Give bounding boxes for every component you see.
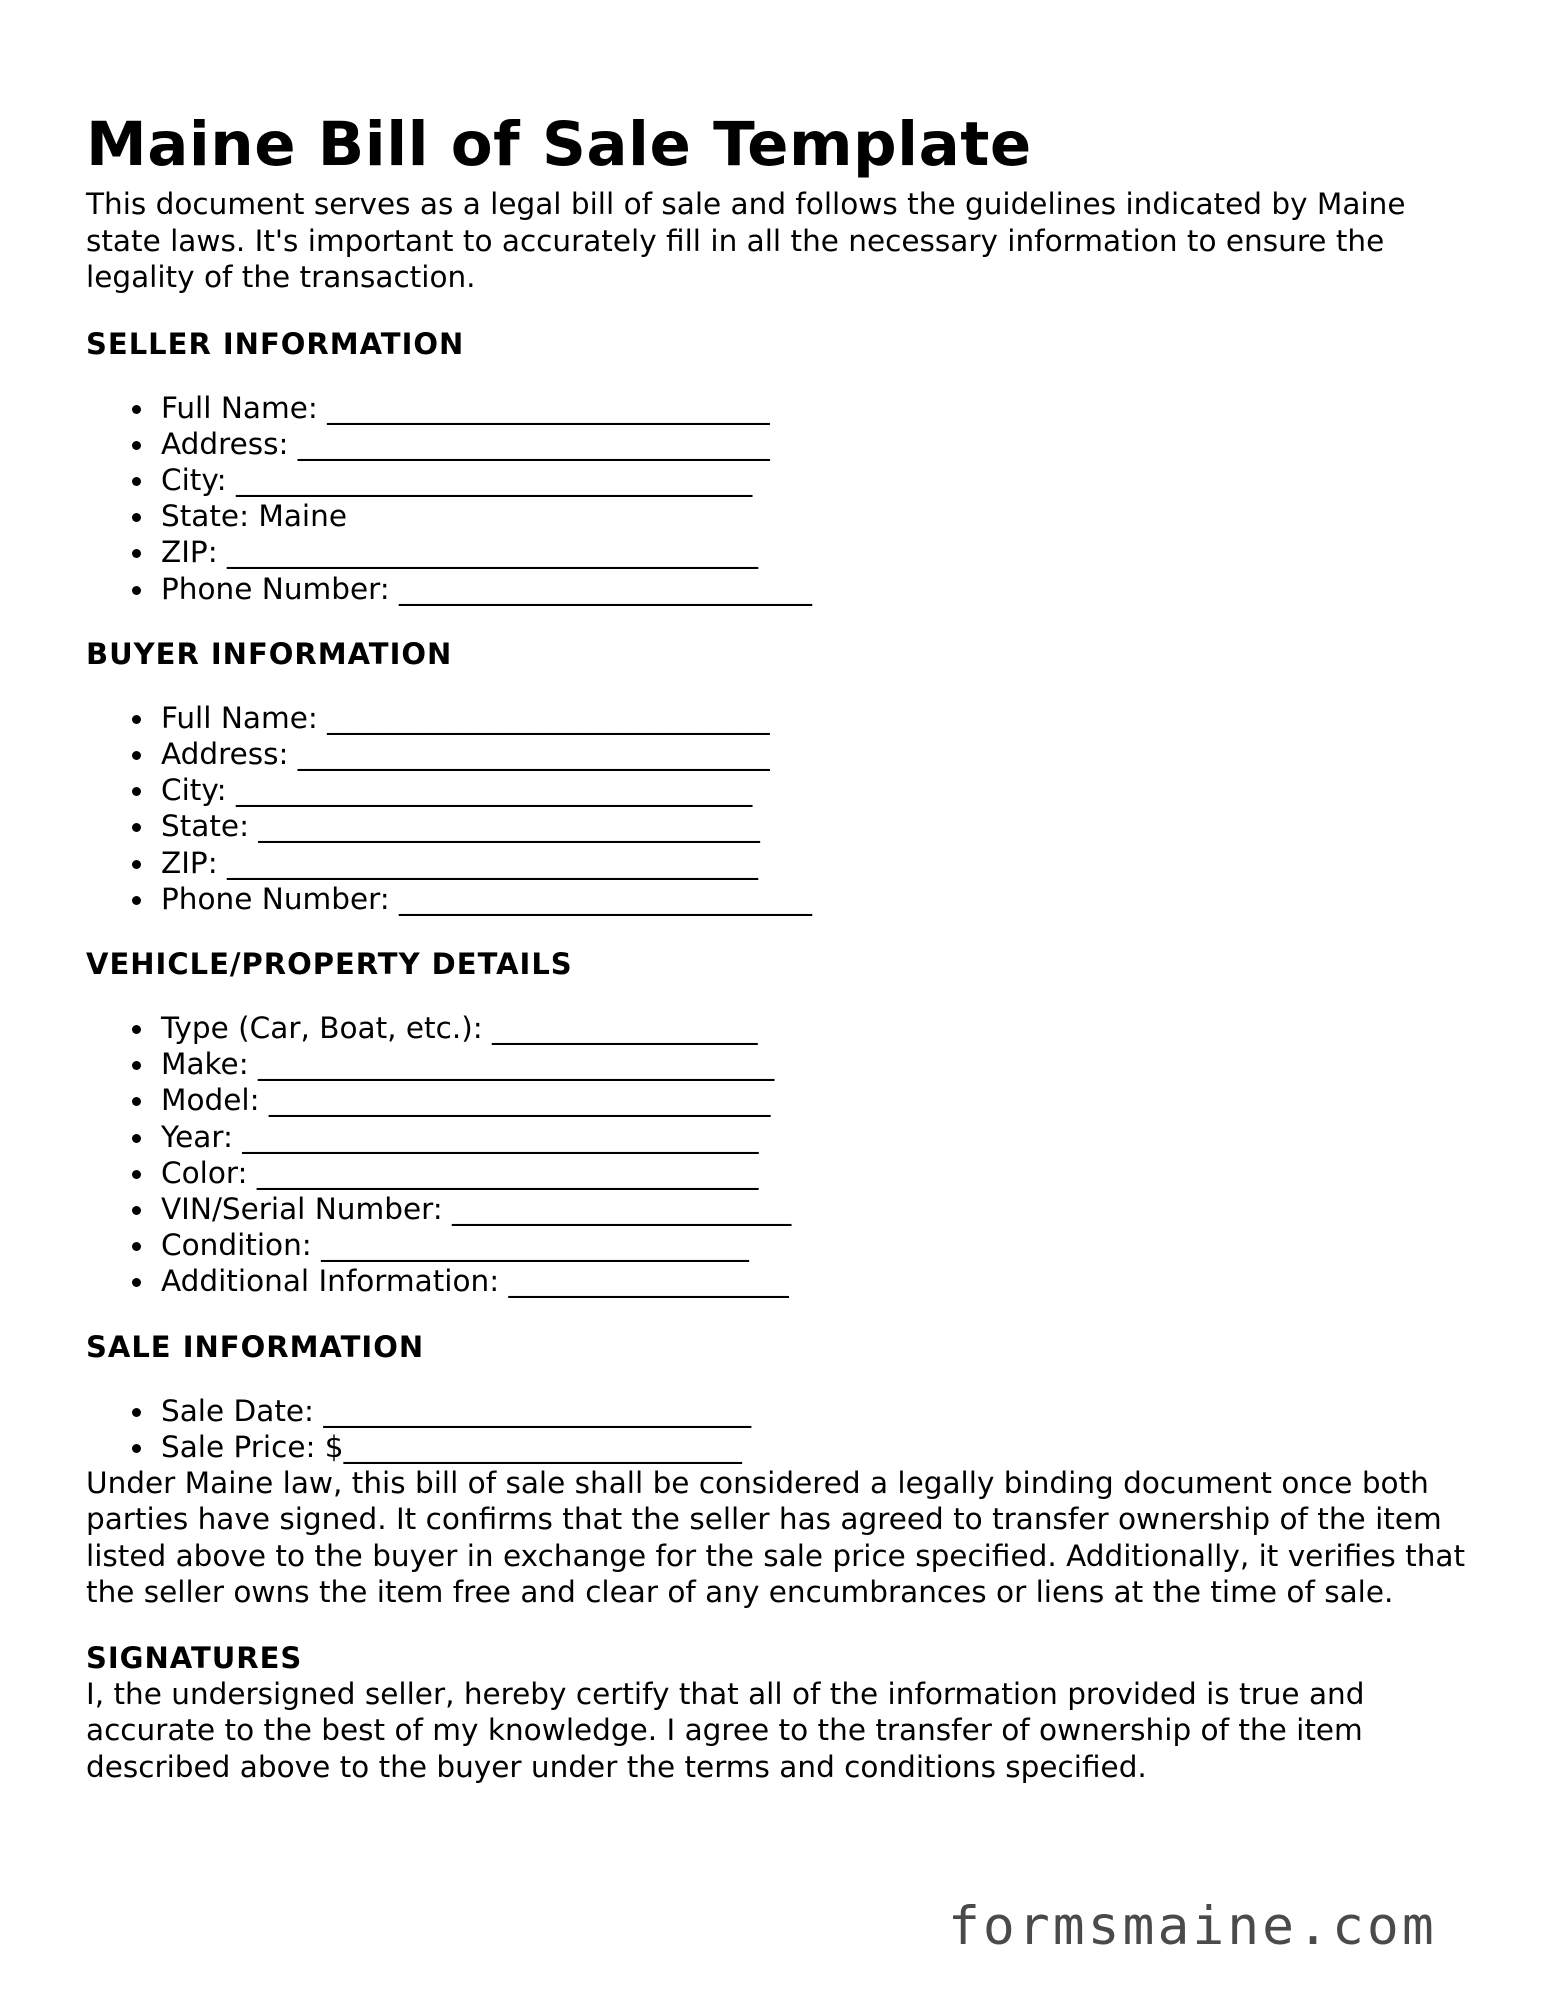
- bullet-icon: [132, 787, 141, 796]
- intro-paragraph: This document serves as a legal bill of sale and follows the guidelines indicated by Maine state laws. It's important to accurately fill in all the necessary information to ensure the legality of the transaction.: [86, 187, 1406, 294]
- bullet-icon: [132, 1206, 141, 1215]
- buyer-phone-field: Phone Number: ____________________________: [86, 881, 1466, 917]
- seller-fields: [86, 390, 1466, 607]
- sale-heading: SALE INFORMATION: [86, 1329, 425, 1364]
- bullet-icon: [132, 1444, 141, 1453]
- buyer-state-field: State: __________________________________: [86, 808, 1466, 844]
- bullet-icon: [132, 405, 141, 414]
- document-page: [86, 104, 1466, 1785]
- bullet-icon: [132, 1134, 141, 1143]
- vehicle-year-field: Year: ___________________________________: [86, 1119, 1466, 1155]
- seller-city-field: City: ___________________________________: [86, 462, 1466, 498]
- vehicle-additional-info-field: Additional Information: ___________________: [86, 1263, 1466, 1299]
- signatures-paragraph: I, the undersigned seller, hereby certify that all of the information provided is true and accurate to the best of my knowledge. I agree to the transfer of ownership of the item described above to the buyer under the terms and conditions specified.: [86, 1676, 1365, 1784]
- seller-state-field: State: Maine: [86, 498, 1466, 534]
- bullet-icon: [132, 441, 141, 450]
- seller-address-field: Address: ________________________________: [86, 426, 1466, 462]
- signatures-heading: SIGNATURES: [86, 1640, 303, 1675]
- buyer-address-field: Address: ________________________________: [86, 736, 1466, 772]
- vehicle-vin-field: VIN/Serial Number: _______________________: [86, 1191, 1466, 1227]
- bullet-icon: [132, 860, 141, 869]
- sale-price-field: Sale Price: $___________________________: [86, 1429, 1466, 1465]
- bullet-icon: [132, 586, 141, 595]
- bullet-icon: [132, 1097, 141, 1106]
- bullet-icon: [132, 751, 141, 760]
- bullet-icon: [132, 513, 141, 522]
- sale-date-field: Sale Date: _____________________________: [86, 1393, 1466, 1429]
- bullet-icon: [132, 896, 141, 905]
- bullet-icon: [132, 715, 141, 724]
- bullet-icon: [132, 823, 141, 832]
- bullet-icon: [132, 1170, 141, 1179]
- buyer-zip-field: ZIP: ____________________________________: [86, 845, 1466, 881]
- seller-heading: SELLER INFORMATION: [86, 326, 465, 361]
- bullet-icon: [132, 1025, 141, 1034]
- buyer-fields: [86, 700, 1466, 917]
- vehicle-make-field: Make: ___________________________________: [86, 1046, 1466, 1082]
- vehicle-color-field: Color: __________________________________: [86, 1155, 1466, 1191]
- bullet-icon: [132, 549, 141, 558]
- vehicle-heading: VEHICLE/PROPERTY DETAILS: [86, 946, 573, 981]
- sale-fields: [86, 1393, 1466, 1465]
- bullet-icon: [132, 1061, 141, 1070]
- vehicle-model-field: Model: __________________________________: [86, 1082, 1466, 1118]
- buyer-city-field: City: ___________________________________: [86, 772, 1466, 808]
- bullet-icon: [132, 1278, 141, 1287]
- document-title: Maine Bill of Sale Template: [86, 109, 1032, 180]
- bullet-icon: [132, 477, 141, 486]
- vehicle-type-field: Type (Car, Boat, etc.): __________________: [86, 1010, 1466, 1046]
- bullet-icon: [132, 1242, 141, 1251]
- watermark-text: formsmaine.com: [948, 1896, 1437, 1957]
- buyer-heading: BUYER INFORMATION: [86, 636, 453, 671]
- bullet-icon: [132, 1408, 141, 1417]
- seller-zip-field: ZIP: ____________________________________: [86, 534, 1466, 570]
- legal-paragraph: Under Maine law, this bill of sale shall be considered a legally binding document once both parties have signed. It confirms that the seller has agreed to transfer ownership of the item listed above to the buyer in exchange for the sale price specified. Additionally, it verifies that the seller owns the item free and clear of any encumbrances or liens at the time of sale.: [86, 1465, 1466, 1610]
- seller-full-name-field: Full Name: ______________________________: [86, 390, 1466, 426]
- seller-phone-field: Phone Number: ____________________________: [86, 571, 1466, 607]
- vehicle-fields: [86, 1010, 1466, 1300]
- vehicle-condition-field: Condition: _____________________________: [86, 1227, 1466, 1263]
- buyer-full-name-field: Full Name: ______________________________: [86, 700, 1466, 736]
